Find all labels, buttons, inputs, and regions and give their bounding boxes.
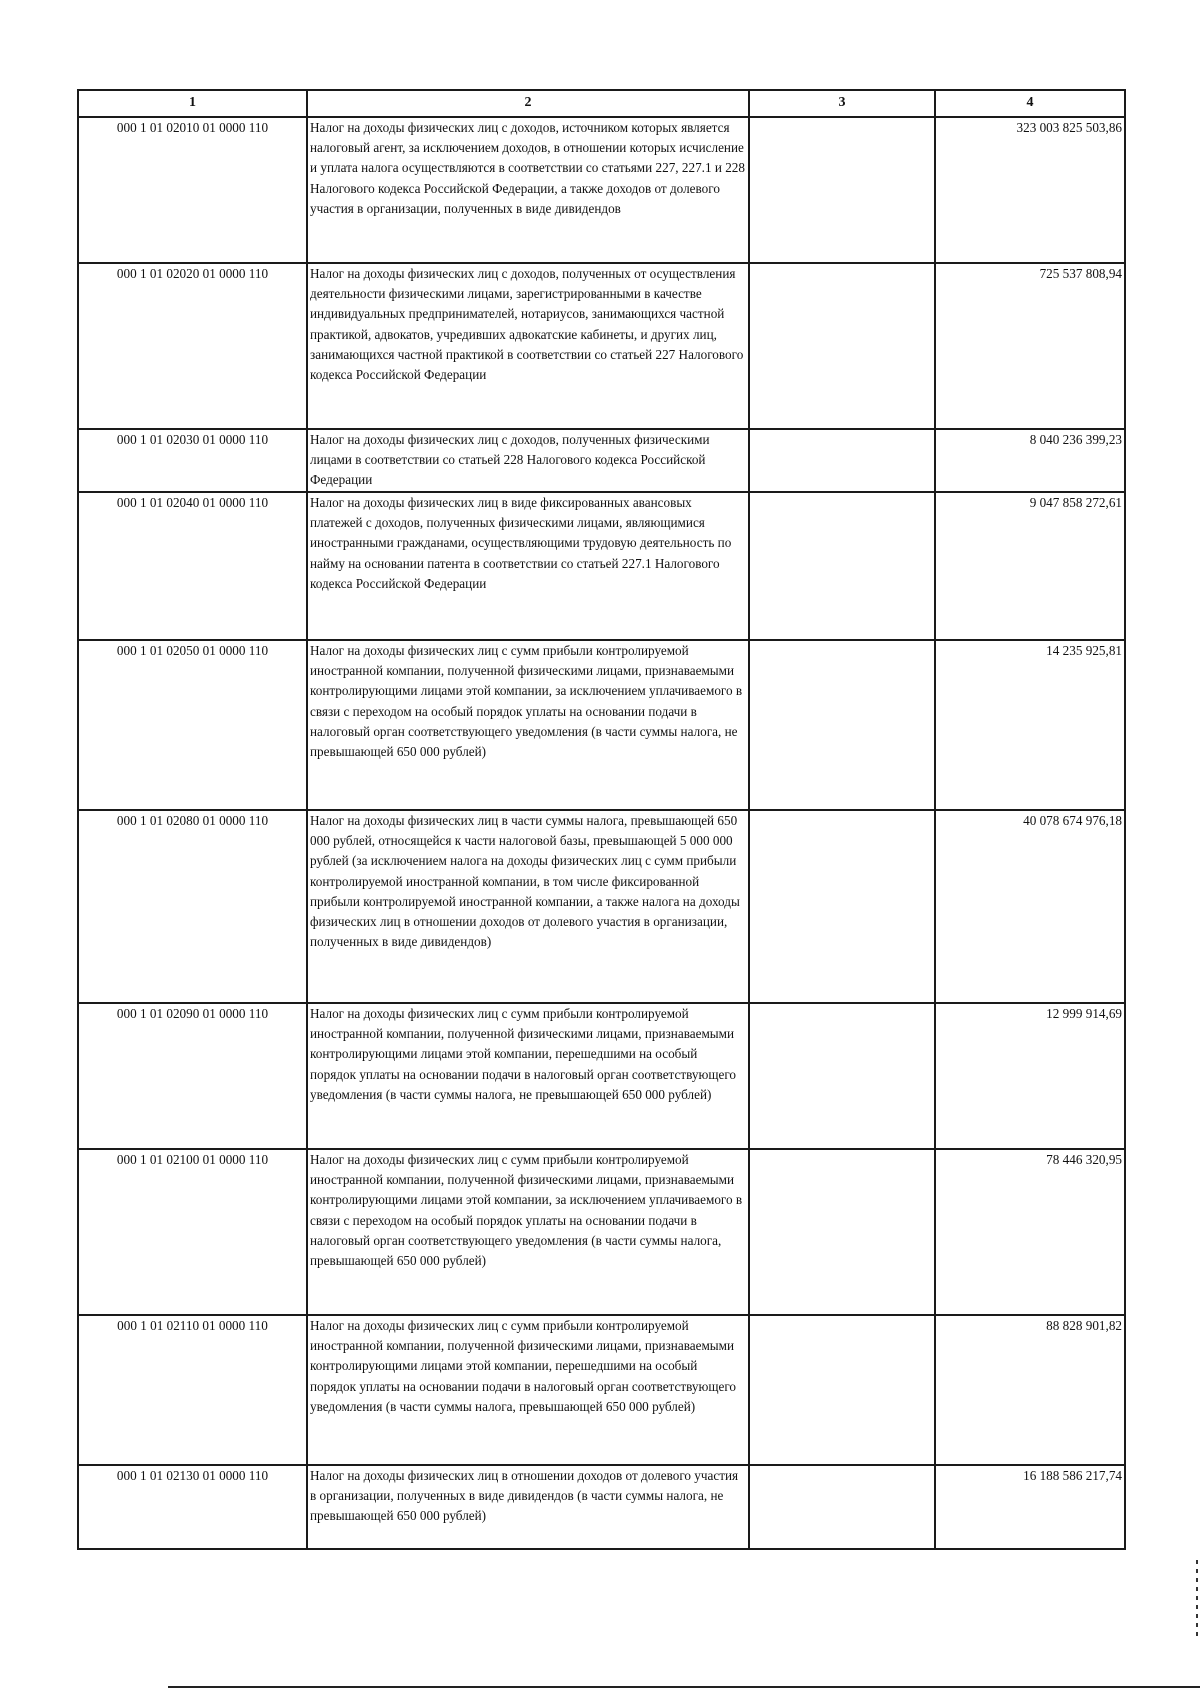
name-cell: Налог на доходы физических лиц с сумм прибыли контролируемой иностранной компании, полученной физическими лицами, признаваемыми контролирующими лицами этой компании, за исключением уплачиваемого в связи с переходом на особый порядок уплаты на основании подачи в налоговый орган соответствующего уведомления (в части суммы налога, не превышающей 650 000 рублей) bbox=[307, 640, 749, 810]
amount-cell: 88 828 901,82 bbox=[935, 1315, 1125, 1465]
code-cell: 000 1 01 02090 01 0000 110 bbox=[78, 1003, 307, 1149]
amount-cell: 12 999 914,69 bbox=[935, 1003, 1125, 1149]
name-cell: Налог на доходы физических лиц в виде фиксированных авансовых платежей с доходов, полученных физическими лицами, являющимися иностранными гражданами, осуществляющими трудовую деятельность по найму на основании патента в соответствии со статьей 227.1 Налогового кодекса Российской Федерации bbox=[307, 492, 749, 640]
column-header-1: 1 bbox=[78, 90, 307, 117]
column-header-3: 3 bbox=[749, 90, 935, 117]
table-row bbox=[78, 640, 1125, 810]
column-3-cell bbox=[749, 429, 935, 492]
table-row bbox=[78, 1003, 1125, 1149]
page-bottom-rule bbox=[168, 1686, 1200, 1688]
name-cell: Налог на доходы физических лиц с доходов, полученных физическими лицами в соответствии со статьей 228 Налогового кодекса Российской Федерации bbox=[307, 429, 749, 492]
name-cell: Налог на доходы физических лиц с сумм прибыли контролируемой иностранной компании, полученной физическими лицами, признаваемыми контролирующими лицами этой компании, перешедшими на особый порядок уплаты на основании подачи в налоговый орган соответствующего уведомления (в части суммы налога, превышающей 650 000 рублей) bbox=[307, 1315, 749, 1465]
table-row bbox=[78, 810, 1125, 1003]
scan-edge-marks bbox=[1196, 1560, 1198, 1640]
name-cell: Налог на доходы физических лиц с сумм прибыли контролируемой иностранной компании, полученной физическими лицами, признаваемыми контролирующими лицами этой компании, за исключением уплачиваемого в связи с переходом на особый порядок уплаты на основании подачи в налоговый орган соответствующего уведомления (в части суммы налога, превышающей 650 000 рублей) bbox=[307, 1149, 749, 1315]
column-3-cell bbox=[749, 810, 935, 1003]
column-3-cell bbox=[749, 1315, 935, 1465]
column-3-cell bbox=[749, 1465, 935, 1549]
revenue-table bbox=[77, 89, 1126, 1550]
code-cell: 000 1 01 02050 01 0000 110 bbox=[78, 640, 307, 810]
table-row bbox=[78, 117, 1125, 263]
amount-cell: 40 078 674 976,18 bbox=[935, 810, 1125, 1003]
amount-cell: 16 188 586 217,74 bbox=[935, 1465, 1125, 1549]
column-header-4: 4 bbox=[935, 90, 1125, 117]
amount-cell: 9 047 858 272,61 bbox=[935, 492, 1125, 640]
code-cell: 000 1 01 02020 01 0000 110 bbox=[78, 263, 307, 429]
amount-cell: 323 003 825 503,86 bbox=[935, 117, 1125, 263]
table-row bbox=[78, 1465, 1125, 1549]
amount-cell: 8 040 236 399,23 bbox=[935, 429, 1125, 492]
code-cell: 000 1 01 02110 01 0000 110 bbox=[78, 1315, 307, 1465]
column-3-cell bbox=[749, 492, 935, 640]
table-row bbox=[78, 429, 1125, 492]
column-3-cell bbox=[749, 117, 935, 263]
table-row bbox=[78, 263, 1125, 429]
name-cell: Налог на доходы физических лиц с доходов, полученных от осуществления деятельности физическими лицами, зарегистрированными в качестве индивидуальных предпринимателей, нотариусов, занимающихся частной практикой, адвокатов, учредивших адвокатские кабинеты, и других лиц, занимающихся частной практикой в соответствии со статьей 227 Налогового кодекса Российской Федерации bbox=[307, 263, 749, 429]
code-cell: 000 1 01 02080 01 0000 110 bbox=[78, 810, 307, 1003]
name-cell: Налог на доходы физических лиц в части суммы налога, превышающей 650 000 рублей, относящейся к части налоговой базы, превышающей 5 000 000 рублей (за исключением налога на доходы физических лиц с сумм прибыли контролируемой иностранной компании, в том числе фиксированной прибыли контролируемой иностранной компании, а также налога на доходы физических лиц в отношении доходов от долевого участия в организации, полученных в виде дивидендов) bbox=[307, 810, 749, 1003]
table-row bbox=[78, 1315, 1125, 1465]
table-row bbox=[78, 492, 1125, 640]
code-cell: 000 1 01 02040 01 0000 110 bbox=[78, 492, 307, 640]
name-cell: Налог на доходы физических лиц в отношении доходов от долевого участия в организации, полученных в виде дивидендов (в части суммы налога, не превышающей 650 000 рублей) bbox=[307, 1465, 749, 1549]
code-cell: 000 1 01 02130 01 0000 110 bbox=[78, 1465, 307, 1549]
code-cell: 000 1 01 02100 01 0000 110 bbox=[78, 1149, 307, 1315]
column-header-row bbox=[78, 90, 1125, 117]
amount-cell: 78 446 320,95 bbox=[935, 1149, 1125, 1315]
table-row bbox=[78, 1149, 1125, 1315]
name-cell: Налог на доходы физических лиц с сумм прибыли контролируемой иностранной компании, полученной физическими лицами, признаваемыми контролирующими лицами этой компании, перешедшими на особый порядок уплаты на основании подачи в налоговый орган соответствующего уведомления (в части суммы налога, не превышающей 650 000 рублей) bbox=[307, 1003, 749, 1149]
amount-cell: 725 537 808,94 bbox=[935, 263, 1125, 429]
code-cell: 000 1 01 02010 01 0000 110 bbox=[78, 117, 307, 263]
column-3-cell bbox=[749, 1003, 935, 1149]
column-3-cell bbox=[749, 1149, 935, 1315]
column-3-cell bbox=[749, 263, 935, 429]
name-cell: Налог на доходы физических лиц с доходов, источником которых является налоговый агент, за исключением доходов, в отношении которых исчисление и уплата налога осуществляются в соответствии со статьями 227, 227.1 и 228 Налогового кодекса Российской Федерации, а также доходов от долевого участия в организации, полученных в виде дивидендов bbox=[307, 117, 749, 263]
column-header-2: 2 bbox=[307, 90, 749, 117]
column-3-cell bbox=[749, 640, 935, 810]
code-cell: 000 1 01 02030 01 0000 110 bbox=[78, 429, 307, 492]
amount-cell: 14 235 925,81 bbox=[935, 640, 1125, 810]
table-body bbox=[78, 90, 1125, 1549]
